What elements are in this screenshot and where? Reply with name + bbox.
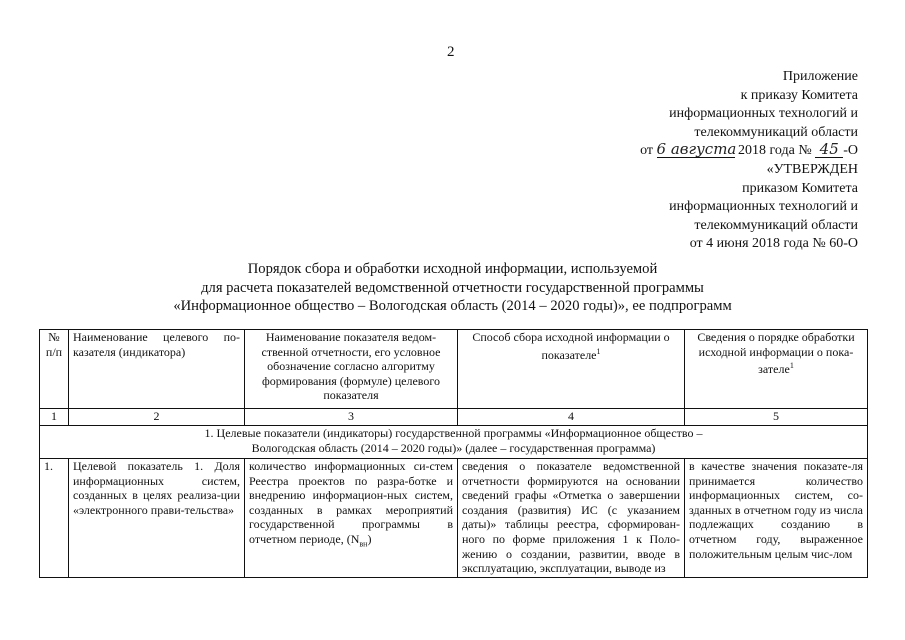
header-num: № п/п bbox=[40, 330, 69, 409]
header-processing-info-text: Сведения о порядке обработки исходной информации о пока-зателе bbox=[697, 330, 855, 377]
table-row bbox=[40, 459, 868, 578]
row-collection-method bbox=[458, 459, 685, 578]
handwritten-date: 6 августа bbox=[656, 140, 737, 159]
row-report-indicator-text bbox=[249, 459, 453, 552]
header-processing-info bbox=[685, 330, 868, 409]
approved-line: телекоммуникаций области bbox=[694, 217, 858, 233]
section-heading-line: Вологодская область (2014 – 2020 годы)» (далее – государственная программа) bbox=[251, 440, 656, 455]
title-line: для расчета показателей ведомственной отчетности государственной программы bbox=[201, 279, 704, 296]
date-year: 2018 года № bbox=[738, 143, 812, 159]
row-num: 1. bbox=[40, 459, 69, 578]
approved-line: приказом Комитета bbox=[742, 180, 858, 196]
indicators-table bbox=[39, 329, 868, 578]
title-line: Порядок сбора и обработки исходной информации, используемой bbox=[247, 261, 658, 277]
page-number: 2 bbox=[447, 44, 455, 60]
header-row bbox=[40, 330, 868, 409]
column-number: 1 bbox=[40, 409, 69, 426]
footnote-mark: 1 bbox=[596, 346, 601, 356]
row-indicator-text: Целевой показатель 1. Доля информационных систем, созданных в целях реализа-ции «электронного прави-тельства» bbox=[73, 459, 240, 517]
header-indicator-name: Наименование целевого по-казателя (индикатора) bbox=[69, 330, 245, 409]
column-number: 4 bbox=[458, 409, 685, 426]
column-number: 2 bbox=[69, 409, 245, 426]
section-heading bbox=[40, 426, 868, 459]
subscript: вн bbox=[359, 539, 368, 549]
appendix-line: к приказу Комитета bbox=[740, 87, 858, 103]
appendix-line: телекоммуникаций области bbox=[694, 124, 858, 140]
number-suffix: -О bbox=[843, 143, 858, 159]
row-indicator-name bbox=[69, 459, 245, 578]
row-report-indicator-end: ) bbox=[367, 531, 372, 546]
approved-line: информационных технологий и bbox=[669, 199, 858, 215]
title-line: «Информационное общество – Вологодская область (2014 – 2020 годы)», ее подпрограмм bbox=[173, 298, 732, 314]
row-report-indicator-main: количество информационных си-стем Реестра проектов по разра-ботке и внедрению информацион-ных систем, созданных в рамках мероприятий государственной программы в отчетном периоде, (N bbox=[249, 459, 453, 546]
appendix-line: информационных технологий и bbox=[669, 106, 858, 122]
header-collection-method-text: Способ сбора исходной информации о показателе bbox=[472, 330, 670, 362]
section-row bbox=[40, 426, 868, 459]
appendix-title: Приложение bbox=[782, 69, 858, 84]
section-heading-line: 1. Целевые показатели (индикаторы) государственной программы «Информационное общество – bbox=[204, 426, 703, 440]
column-number: 5 bbox=[685, 409, 868, 426]
document-title bbox=[0, 260, 905, 316]
appendix-block bbox=[538, 68, 858, 254]
approved-title: «УТВЕРЖДЕН bbox=[766, 161, 858, 177]
header-report-indicator: Наименование показателя ведом-ственной отчетности, его условное обозначение согласно алгоритму формирования (формуле) целевого показателя bbox=[245, 330, 458, 409]
approved-date: от 4 июня 2018 года № 60-О bbox=[689, 236, 858, 252]
row-processing-info-text: в качестве значения показате-ля принимается количество информационных систем, со-зданных в отчетном году из числа подлежащих созданию в отчетном году, выраженное положительным целым чис-лом bbox=[689, 459, 863, 561]
row-processing-info bbox=[685, 459, 868, 578]
column-number: 3 bbox=[245, 409, 458, 426]
footnote-mark: 1 bbox=[789, 361, 794, 371]
row-report-indicator bbox=[245, 459, 458, 578]
row-collection-method-text: сведения о показателе ведомственной отчетности формируются на основании сведений графы «Отметка о завершении создания (развития) ИС (с указанием даты)» таблицы реестра, сформирован-ного по форме приложения 1 к Поло-жению о создании, развитии, вводе в эксплуатацию, эксплуатации, выводе из bbox=[462, 459, 680, 576]
column-numbers-row bbox=[40, 409, 868, 426]
appendix-date-line bbox=[538, 142, 858, 161]
handwritten-number: 45 bbox=[815, 142, 843, 158]
date-prefix: от bbox=[640, 143, 654, 159]
header-collection-method bbox=[458, 330, 685, 409]
